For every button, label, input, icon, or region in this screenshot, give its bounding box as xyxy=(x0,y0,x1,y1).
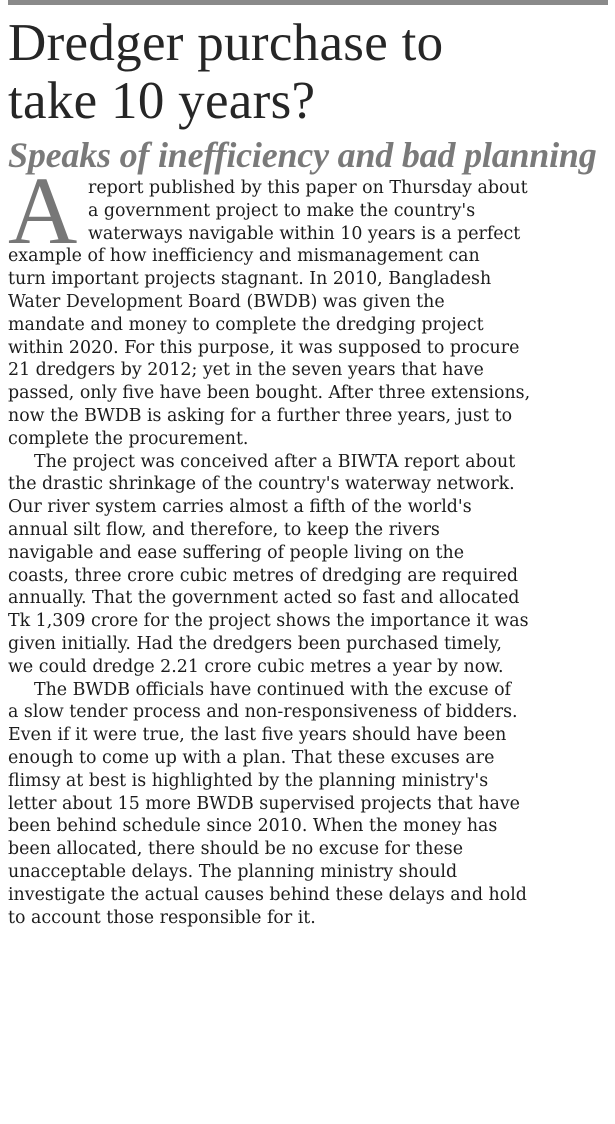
article-body xyxy=(8,157,602,929)
text-line: waterways navigable within 10 years is a perfect xyxy=(88,223,521,244)
text-line: coasts, three crore cubic metres of dredging are required xyxy=(8,565,519,586)
text-line: the drastic shrinkage of the country's waterway network. xyxy=(8,474,515,495)
text-line: enough to come up with a plan. That these excuses are xyxy=(8,747,495,768)
paragraph-3 xyxy=(8,679,602,930)
drop-cap: A xyxy=(8,157,78,264)
text-line: within 2020. For this purpose, it was supposed to procure xyxy=(8,337,520,358)
text-line: passed, only five have been bought. After three extensions, xyxy=(8,383,531,404)
top-rule xyxy=(8,0,608,5)
text-line: Tk 1,309 crore for the project shows the importance it was xyxy=(8,611,529,632)
text-line: report published by this paper on Thursday about xyxy=(88,178,528,198)
text-line: Our river system carries almost a fifth of the world's xyxy=(8,497,472,518)
paragraph-1 xyxy=(8,157,602,451)
text-line: flimsy at best is highlighted by the planning ministry's xyxy=(8,770,489,791)
headline-line: take 10 years? xyxy=(8,72,316,130)
subheadline: Speaks of inefficiency and bad planning xyxy=(8,135,597,175)
text-line: been allocated, there should be no excuse for these xyxy=(8,839,463,860)
text-line: Even if it were true, the last five years should have been xyxy=(8,725,507,746)
text-line: been behind schedule since 2010. When the money has xyxy=(8,816,498,837)
headline xyxy=(8,14,602,130)
text-line: a slow tender process and non-responsiveness of bidders. xyxy=(8,702,518,723)
text-line: example of how inefficiency and mismanagement can xyxy=(8,246,480,267)
text-line: we could dredge 2.21 crore cubic metres a year by now. xyxy=(8,656,504,677)
text-line: complete the procurement. xyxy=(8,428,249,449)
headline-line: Dredger purchase to xyxy=(8,14,444,72)
text-line: to account those responsible for it. xyxy=(8,907,316,928)
text-line: investigate the actual causes behind these delays and hold xyxy=(8,884,527,905)
text-line: Water Development Board (BWDB) was given the xyxy=(8,291,445,312)
text-line: unacceptable delays. The planning ministry should xyxy=(8,861,458,882)
text-line: navigable and ease suffering of people living on the xyxy=(8,542,465,563)
editorial-article xyxy=(8,14,602,929)
text-line: given initially. Had the dredgers been purchased timely, xyxy=(8,633,502,654)
text-line: turn important projects stagnant. In 2010, Bangladesh xyxy=(8,269,492,290)
text-line: The project was conceived after a BIWTA report about xyxy=(34,451,516,472)
paragraph-2 xyxy=(8,451,602,679)
text-line: 21 dredgers by 2012; yet in the seven years that have xyxy=(8,360,484,381)
text-line: now the BWDB is asking for a further three years, just to xyxy=(8,405,513,426)
text-line: a government project to make the country's xyxy=(88,200,476,221)
text-line: letter about 15 more BWDB supervised projects that have xyxy=(8,793,520,814)
text-line: The BWDB officials have continued with the excuse of xyxy=(34,679,511,700)
text-line: annually. That the government acted so fast and allocated xyxy=(8,588,520,609)
text-line: mandate and money to complete the dredging project xyxy=(8,314,484,335)
text-line: annual silt flow, and therefore, to keep the rivers xyxy=(8,519,440,540)
